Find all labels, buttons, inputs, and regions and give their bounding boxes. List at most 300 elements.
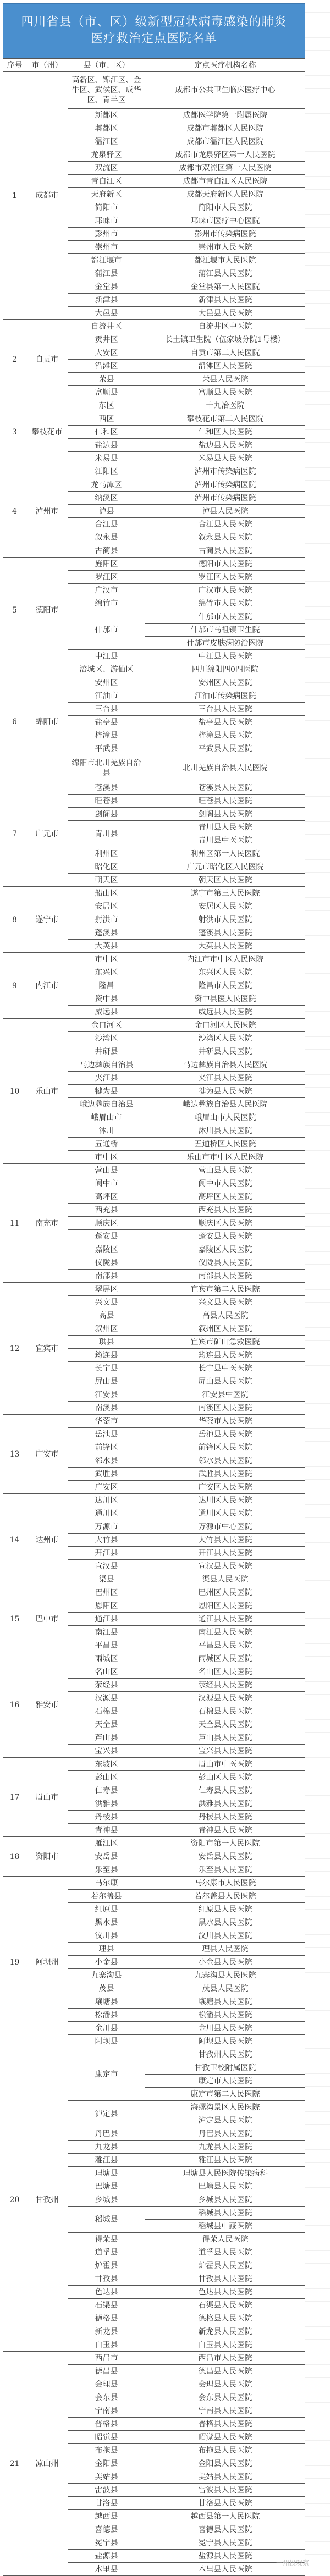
county-cell: 合江县 <box>68 518 145 531</box>
county-cell: 东坡区 <box>68 1758 145 1771</box>
county-cell: 长宁县 <box>68 1362 145 1375</box>
county-cell: 什邡市 <box>68 610 145 650</box>
hospital-cell: 简阳市人民医院 <box>145 201 306 214</box>
county-cell: 恩阳区 <box>68 1599 145 1613</box>
county-cell: 布拖县 <box>68 2444 145 2457</box>
hospital-cell: 十九冶医院 <box>145 399 306 412</box>
hospital-cell: 甘孜州人民医院 <box>145 2048 306 2061</box>
city-cell: 甘孜州 <box>26 2048 68 2352</box>
county-cell: 阆中市 <box>68 1177 145 1190</box>
hospital-cell: 筠连县人民医院 <box>145 1349 306 1362</box>
hospital-cell: 高县人民医院 <box>145 1309 306 1322</box>
hospital-cell: 昭觉县人民医院 <box>145 2431 306 2444</box>
county-cell: 米易县 <box>68 452 145 465</box>
county-cell: 威远县 <box>68 1006 145 1019</box>
county-cell: 三台县 <box>68 703 145 716</box>
city-cell: 眉山市 <box>26 1758 68 1837</box>
county-cell: 平武县 <box>68 742 145 755</box>
hospital-cell: 古蔺县人民医院 <box>145 544 306 558</box>
table-title <box>3 3 305 58</box>
hospital-cell: 成都市公共卫生临床医疗中心 <box>145 72 306 109</box>
hospital-cell: 德格县人民医院 <box>145 2312 306 2325</box>
county-cell: 市中区 <box>68 1151 145 1164</box>
hospital-cell: 乐至县人民医院 <box>145 1863 306 1877</box>
table-row <box>3 72 306 109</box>
hospital-cell: 松潘县人民医院 <box>145 2009 306 2022</box>
hospital-cell: 宣汉县人民医院 <box>145 1560 306 1573</box>
county-cell: 名山区 <box>68 1665 145 1679</box>
hospital-cell: 三台县人民医院 <box>145 703 306 716</box>
hospital-cell: 名山区人民医院 <box>145 1665 306 1679</box>
county-cell: 色达县 <box>68 2286 145 2299</box>
city-cell: 遂宁市 <box>26 887 68 953</box>
hospital-cell: 华蓥市人民医院 <box>145 1415 306 1428</box>
table-row <box>3 1283 306 1296</box>
hospital-cell: 梓潼县人民医院 <box>145 729 306 742</box>
hospital-cell: 洪雅县人民医院 <box>145 1797 306 1811</box>
hospital-cell: 若尔盖县人民医院 <box>145 1890 306 1903</box>
hospital-cell: 道孚县人民医院 <box>145 2246 306 2259</box>
county-cell: 乡城县 <box>68 2193 145 2207</box>
county-cell: 犍为县 <box>68 1085 145 1098</box>
hospital-cell: 康定市第二人民医院 <box>145 2088 306 2101</box>
hospital-cell: 泸州市传染病医院 <box>145 478 306 492</box>
hospital-cell: 南部县人民医院 <box>145 1270 306 1283</box>
county-cell: 江安县 <box>68 1388 145 1402</box>
county-cell: 炉霍县 <box>68 2259 145 2272</box>
hospital-cell: 广安区人民医院 <box>145 1481 306 1494</box>
county-cell: 新都区 <box>68 109 145 122</box>
hospital-cell: 长宁县中医医院 <box>145 1362 306 1375</box>
hospital-cell: 南江县人民医院 <box>145 1626 306 1639</box>
county-cell: 达川区 <box>68 1494 145 1507</box>
county-cell: 西区 <box>68 412 145 426</box>
hospital-cell: 泸州市传染病医院 <box>145 492 306 505</box>
hospital-cell: 平昌县人民医院 <box>145 1639 306 1652</box>
county-cell: 松潘县 <box>68 2009 145 2022</box>
hospital-cell: 马边彝族自治县人民医院 <box>145 1058 306 1072</box>
hospital-cell: 稻城县人民医院 <box>145 2207 306 2220</box>
hospital-cell: 汶川县人民医院 <box>145 1929 306 1943</box>
county-cell: 美姑县 <box>68 2470 145 2484</box>
county-cell: 高新区、锦江区、金牛区、武侯区、成华区、青羊区 <box>68 72 145 109</box>
hospital-cell: 荥经县人民医院 <box>145 1679 306 1692</box>
county-cell: 理塘县 <box>68 2167 145 2180</box>
hospital-cell: 黑水县人民医院 <box>145 1916 306 1929</box>
row-number: 3 <box>3 399 26 465</box>
county-cell: 邻水县 <box>68 1454 145 1468</box>
row-number: 18 <box>3 1837 26 1877</box>
hospital-cell: 叙永县人民医院 <box>145 531 306 544</box>
county-cell: 汉源县 <box>68 1692 145 1705</box>
county-cell: 郫都区 <box>68 122 145 135</box>
hospital-cell: 井研县人民医院 <box>145 1045 306 1058</box>
hospital-cell: 石渠县人民医院 <box>145 2299 306 2312</box>
county-cell: 翠屏区 <box>68 1283 145 1296</box>
county-cell: 丹棱县 <box>68 1811 145 1824</box>
county-cell: 华蓥市 <box>68 1415 145 1428</box>
row-number: 17 <box>3 1758 26 1837</box>
county-cell: 金口河区 <box>68 1019 145 1032</box>
hospital-cell: 马尔康市人民医院 <box>145 1877 306 1890</box>
hospital-cell: 射洪市人民医院 <box>145 913 306 926</box>
city-cell: 成都市 <box>26 72 68 320</box>
county-cell: 黑水县 <box>68 1916 145 1929</box>
county-cell: 沐川 <box>68 1124 145 1138</box>
county-cell: 东区 <box>68 399 145 412</box>
table-row <box>3 1837 306 1850</box>
county-cell: 仪陇县 <box>68 1256 145 1270</box>
table-row <box>3 953 306 966</box>
table-row <box>3 1494 306 1507</box>
county-cell: 盐边县 <box>68 439 145 452</box>
city-cell: 自贡市 <box>26 320 68 399</box>
hospital-cell: 资阳市第一人民医院 <box>145 1837 306 1850</box>
county-cell: 昭化区 <box>68 860 145 874</box>
hospital-cell: 美姑县人民医院 <box>145 2470 306 2484</box>
county-cell: 旺苍县 <box>68 795 145 808</box>
county-cell: 通江县 <box>68 1613 145 1626</box>
hospital-cell: 江油市传染病医院 <box>145 689 306 703</box>
hospital-cell: 长土镇卫生院（伍家坡分院1号楼） <box>145 333 306 346</box>
hospital-cell: 冕宁县人民医院 <box>145 2536 306 2550</box>
county-cell: 罗江区 <box>68 571 145 584</box>
county-cell: 阿坝县 <box>68 2035 145 2048</box>
hospital-cell: 布拖县人民医院 <box>145 2444 306 2457</box>
county-cell: 石渠县 <box>68 2299 145 2312</box>
county-cell: 高坪区 <box>68 1190 145 1204</box>
background-spreadsheet-grid <box>305 0 330 2576</box>
hospital-cell: 巴塘县人民医院 <box>145 2180 306 2193</box>
row-number: 21 <box>3 2352 26 2576</box>
hospital-cell: 康定市人民医院 <box>145 2075 306 2088</box>
county-cell: 峨边彝族自治县 <box>68 1098 145 1111</box>
hospital-cell: 都江堰市人民医院 <box>145 254 306 267</box>
city-cell: 绵阳市 <box>26 663 68 781</box>
hospital-cell: 开江县人民医院 <box>145 1547 306 1560</box>
county-cell: 越西县 <box>68 2510 145 2523</box>
hospital-cell: 高坪区人民医院 <box>145 1190 306 1204</box>
city-cell: 攀枝花市 <box>26 399 68 465</box>
hospital-cell: 武胜县人民医院 <box>145 1468 306 1481</box>
hospital-cell: 盐源县人民医院 <box>145 2550 306 2563</box>
hospital-cell: 中江县人民医院 <box>145 650 306 663</box>
row-number: 9 <box>3 953 26 1019</box>
county-cell: 彭山区 <box>68 1771 145 1784</box>
hospital-cell: 青川县人民医院 <box>145 821 306 834</box>
row-number: 5 <box>3 558 26 663</box>
county-cell: 大安区 <box>68 346 145 360</box>
county-cell: 朝天区 <box>68 874 145 887</box>
hospital-cell: 通川区人民医院 <box>145 1507 306 1520</box>
hospital-cell: 喜德县人民医院 <box>145 2523 306 2536</box>
county-cell: 大英县 <box>68 940 145 953</box>
hospital-cell: 安居区人民医院 <box>145 900 306 913</box>
hospital-cell: 平武县人民医院 <box>145 742 306 755</box>
hospital-cell: 九龙县人民医院 <box>145 2141 306 2154</box>
county-cell: 自流井区 <box>68 320 145 333</box>
city-cell: 南充市 <box>26 1164 68 1283</box>
county-cell: 普格县 <box>68 2418 145 2431</box>
county-cell: 广汉市 <box>68 584 145 597</box>
county-cell: 射洪市 <box>68 913 145 926</box>
county-cell: 芦山县 <box>68 1731 145 1745</box>
county-cell: 丹巴县 <box>68 2127 145 2141</box>
county-cell: 泸县 <box>68 505 145 518</box>
table-row <box>3 465 306 478</box>
county-cell: 金阳县 <box>68 2457 145 2470</box>
county-cell: 市中区 <box>68 953 145 966</box>
hospital-cell: 成都市郫都区人民医院 <box>145 122 306 135</box>
hospital-cell: 新龙县人民医院 <box>145 2325 306 2338</box>
header-no: 序号 <box>3 59 26 72</box>
hospital-cell: 普格县人民医院 <box>145 2418 306 2431</box>
hospital-cell: 隆昌市人民医院 <box>145 979 306 992</box>
county-cell: 会理县 <box>68 2378 145 2391</box>
table-row <box>3 1758 306 1771</box>
hospital-cell: 荣县人民医院 <box>145 373 306 386</box>
hospital-cell: 蒲江县人民医院 <box>145 267 306 280</box>
hospital-cell: 宝兴县人民医院 <box>145 1745 306 1758</box>
county-cell: 西充县 <box>68 1204 145 1217</box>
table-row <box>3 399 306 412</box>
county-cell: 双流区 <box>68 162 145 175</box>
row-number: 13 <box>3 1415 26 1494</box>
city-cell: 广安市 <box>26 1415 68 1494</box>
row-number: 14 <box>3 1494 26 1586</box>
county-cell: 绵阳市北川羌族自治县 <box>68 755 145 781</box>
city-cell: 资阳市 <box>26 1837 68 1877</box>
hospital-cell: 芦山县人民医院 <box>145 1731 306 1745</box>
county-cell: 西昌市 <box>68 2352 145 2365</box>
hospital-cell: 金口河区人民医院 <box>145 1019 306 1032</box>
county-cell: 苍溪县 <box>68 781 145 795</box>
county-cell: 船山区 <box>68 887 145 900</box>
hospital-cell: 富顺县人民医院 <box>145 386 306 399</box>
county-cell: 前锋区 <box>68 1441 145 1454</box>
county-cell: 青川县 <box>68 821 145 847</box>
row-number: 6 <box>3 663 26 781</box>
table-row <box>3 1415 306 1428</box>
county-cell: 叙永县 <box>68 531 145 544</box>
hospital-cell: 盐亭县人民医院 <box>145 716 306 729</box>
county-cell: 石棉县 <box>68 1705 145 1718</box>
hospital-cell: 前锋区人民医院 <box>145 1441 306 1454</box>
hospital-cell: 朝天区人民医院 <box>145 874 306 887</box>
row-number: 16 <box>3 1652 26 1758</box>
county-cell: 邛崃市 <box>68 214 145 228</box>
hospital-cell: 会东县人民医院 <box>145 2391 306 2404</box>
county-cell: 广安区 <box>68 1481 145 1494</box>
hospital-cell: 营山县人民医院 <box>145 1164 306 1177</box>
hospital-cell: 夹江县人民医院 <box>145 1072 306 1085</box>
county-cell: 雅江县 <box>68 2154 145 2167</box>
row-number: 4 <box>3 465 26 558</box>
city-cell: 德阳市 <box>26 558 68 663</box>
hospital-cell: 四川绵阳四0四医院 <box>145 663 306 676</box>
hospital-cell: 蓬溪县人民医院 <box>145 926 306 940</box>
hospital-cell: 峨眉山市人民医院 <box>145 1111 306 1124</box>
county-cell: 乐至县 <box>68 1863 145 1877</box>
hospital-cell: 成都天府新区人民医院 <box>145 188 306 201</box>
city-cell: 凉山州 <box>26 2352 68 2576</box>
hospital-cell: 青神县人民医院 <box>145 1824 306 1837</box>
hospital-cell: 会理县人民医院 <box>145 2378 306 2391</box>
hospital-cell: 甘孜卫校附属医院 <box>145 2061 306 2075</box>
hospital-cell: 炉霍县人民医院 <box>145 2259 306 2272</box>
table-row <box>3 1019 306 1032</box>
county-cell: 叙州区 <box>68 1322 145 1336</box>
hospital-cell: 兴文县人民医院 <box>145 1296 306 1309</box>
city-cell: 乐山市 <box>26 1019 68 1164</box>
row-number: 20 <box>3 2048 26 2352</box>
hospital-cell: 彭山区人民医院 <box>145 1771 306 1784</box>
county-cell: 九寨沟县 <box>68 1969 145 1982</box>
hospital-cell: 蓬安县人民医院 <box>145 1230 306 1243</box>
hospital-cell: 德阳市人民医院 <box>145 558 306 571</box>
hospital-cell: 盐边县人民医院 <box>145 439 306 452</box>
hospital-cell: 木里县人民医院 <box>145 2563 306 2576</box>
county-cell: 沿滩区 <box>68 360 145 373</box>
header-row <box>3 59 306 72</box>
county-cell: 盐源县 <box>68 2550 145 2563</box>
city-cell: 巴中市 <box>26 1586 68 1652</box>
hospital-cell: 金川县人民医院 <box>145 2022 306 2035</box>
hospital-cell: 邻水县人民医院 <box>145 1454 306 1468</box>
hospital-cell: 壤塘县人民医院 <box>145 1995 306 2009</box>
county-cell: 贡井区 <box>68 333 145 346</box>
hospital-cell: 自流井区中医院 <box>145 320 306 333</box>
hospital-cell: 安岳县人民医院 <box>145 1850 306 1863</box>
hospital-cell: 金堂县第一人民医院 <box>145 280 306 294</box>
hospital-cell: 雨城区人民医院 <box>145 1652 306 1665</box>
table-row <box>3 781 306 795</box>
hospital-cell: 彭州市传染病医院 <box>145 228 306 241</box>
hospital-cell: 合江县人民医院 <box>145 518 306 531</box>
county-cell: 南溪县 <box>68 1402 145 1415</box>
hospital-cell: 北川羌族自治县人民医院 <box>145 755 306 781</box>
hospital-cell: 汉源县人民医院 <box>145 1692 306 1705</box>
county-cell: 德昌县 <box>68 2365 145 2378</box>
county-cell: 宣汉县 <box>68 1560 145 1573</box>
county-cell: 蓬溪县 <box>68 926 145 940</box>
hospital-cell: 白玉县人民医院 <box>145 2338 306 2352</box>
county-cell: 富顺县 <box>68 386 145 399</box>
hospital-cell: 屏山县人民医院 <box>145 1375 306 1388</box>
table-row <box>3 2352 306 2365</box>
county-cell: 德格县 <box>68 2312 145 2325</box>
county-cell: 马边彝族自治县 <box>68 1058 145 1072</box>
hospital-cell: 江安县中医院 <box>145 1388 306 1402</box>
hospital-cell: 邛崃市医疗中心医院 <box>145 214 306 228</box>
county-cell: 仁和区 <box>68 426 145 439</box>
hospital-cell: 安州区人民医院 <box>145 676 306 689</box>
hospital-cell: 峨边彝族自治县人民医院 <box>145 1098 306 1111</box>
hospital-cell: 成都医学院第一附属医院 <box>145 109 306 122</box>
table-row <box>3 663 306 676</box>
header-county: 县（市、区） <box>68 59 145 72</box>
county-cell: 兴文县 <box>68 1296 145 1309</box>
county-cell: 温江区 <box>68 135 145 148</box>
county-cell: 九龙县 <box>68 2141 145 2154</box>
county-cell: 新津县 <box>68 294 145 307</box>
hospital-cell: 成都市龙泉驿区第一人民医院 <box>145 148 306 162</box>
title-line-2: 医疗救治定点医院名单 <box>90 32 217 46</box>
county-cell: 江油市 <box>68 689 145 703</box>
county-cell: 道孚县 <box>68 2246 145 2259</box>
city-cell: 阿坝州 <box>26 1877 68 2048</box>
row-number: 19 <box>3 1877 26 2048</box>
county-cell: 顺庆区 <box>68 1217 145 1230</box>
county-cell: 珙县 <box>68 1336 145 1349</box>
county-cell: 简阳市 <box>68 201 145 214</box>
hospital-cell: 利州区第一人民医院 <box>145 847 306 860</box>
county-cell: 荣县 <box>68 373 145 386</box>
county-cell: 井研县 <box>68 1045 145 1058</box>
county-cell: 岳池县 <box>68 1428 145 1441</box>
hospital-cell: 乡城县人民医院 <box>145 2193 306 2207</box>
county-cell: 青白江区 <box>68 175 145 188</box>
watermark: 一州投观察 <box>276 2559 309 2567</box>
county-cell: 安州区 <box>68 676 145 689</box>
hospital-cell: 泸县人民医院 <box>145 505 306 518</box>
hospital-cell: 罗江区人民医院 <box>145 571 306 584</box>
hospital-cell: 顺庆区人民医院 <box>145 1217 306 1230</box>
hospital-cell: 仪陇县人民医院 <box>145 1256 306 1270</box>
table-row <box>3 1164 306 1177</box>
county-cell: 若尔盖县 <box>68 1890 145 1903</box>
hospital-cell: 内江市市中区人民医院 <box>145 953 306 966</box>
hospital-cell: 眉山市中医医院 <box>145 1758 306 1771</box>
county-cell: 开江县 <box>68 1547 145 1560</box>
county-cell: 会东县 <box>68 2391 145 2404</box>
hospital-cell: 大邑县人民医院 <box>145 307 306 320</box>
county-cell: 红原县 <box>68 1903 145 1916</box>
county-cell: 大竹县 <box>68 1534 145 1547</box>
county-cell: 梓潼县 <box>68 729 145 742</box>
row-number: 11 <box>3 1164 26 1283</box>
hospital-cell: 什邡市马祖镇卫生院 <box>145 624 306 637</box>
county-cell: 仁寿县 <box>68 1784 145 1797</box>
county-cell: 茂县 <box>68 1982 145 1995</box>
county-cell: 天全县 <box>68 1718 145 1731</box>
title-line-1: 四川省县（市、区）级新型冠状病毒感染的肺炎 <box>21 15 287 29</box>
county-cell: 稻城县 <box>68 2207 145 2233</box>
county-cell: 马尔康 <box>68 1877 145 1890</box>
hospital-cell: 德昌县人民医院 <box>145 2365 306 2378</box>
county-cell: 小金县 <box>68 1956 145 1969</box>
hospital-cell: 阆中市人民医院 <box>145 1177 306 1190</box>
county-cell: 沙湾区 <box>68 1032 145 1045</box>
hospital-cell: 犍为县人民医院 <box>145 1085 306 1098</box>
county-cell: 白玉县 <box>68 2338 145 2352</box>
hospital-cell: 旺苍县人民医院 <box>145 795 306 808</box>
row-number: 7 <box>3 781 26 887</box>
hospital-cell: 东兴区人民医院 <box>145 966 306 979</box>
hospital-cell: 叙州区人民医院 <box>145 1322 306 1336</box>
county-cell: 彭州市 <box>68 228 145 241</box>
hospital-cell: 威远县人民医院 <box>145 1006 306 1019</box>
row-number: 12 <box>3 1283 26 1415</box>
county-cell: 崇州市 <box>68 241 145 254</box>
hospital-cell: 宜宾市第二人民医院 <box>145 1283 306 1296</box>
hospital-cell: 九寨沟县人民医院 <box>145 1969 306 1982</box>
county-cell: 昭觉县 <box>68 2431 145 2444</box>
hospital-cell: 色达县人民医院 <box>145 2286 306 2299</box>
table-row <box>3 558 306 571</box>
county-cell: 甘洛县 <box>68 2497 145 2510</box>
hospital-cell: 苍溪县人民医院 <box>145 781 306 795</box>
